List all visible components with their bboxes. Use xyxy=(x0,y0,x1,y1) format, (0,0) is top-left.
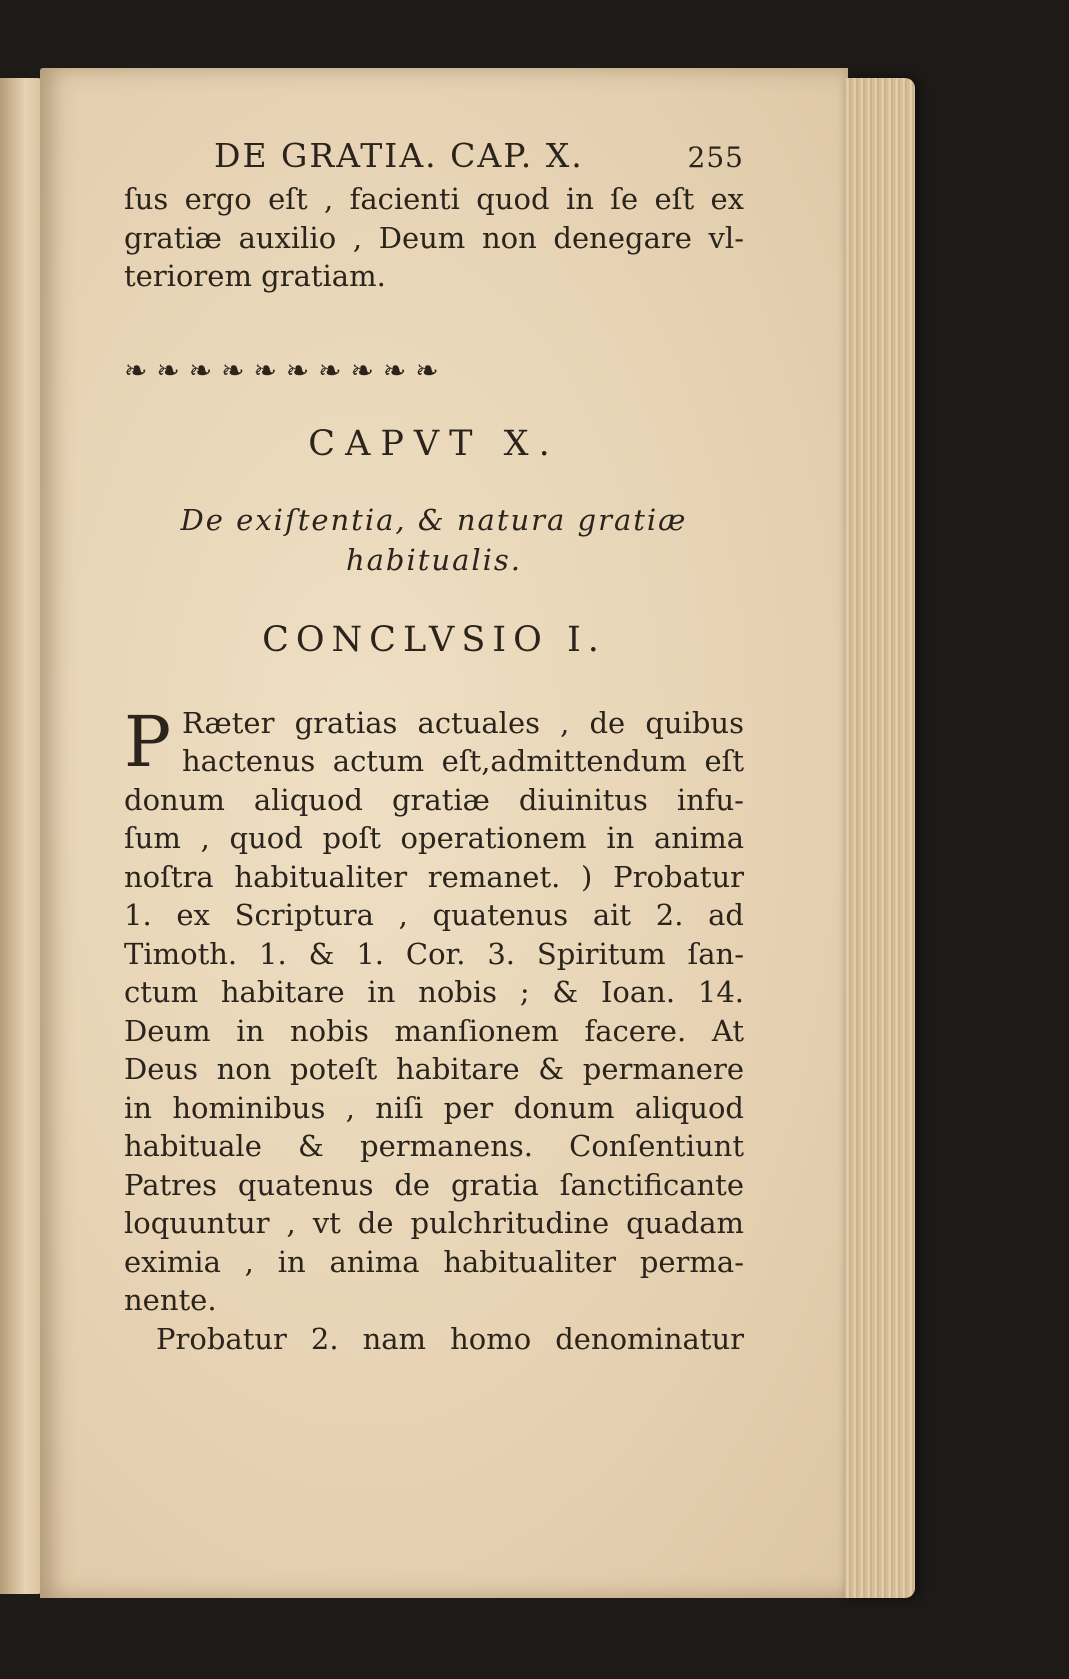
text-line: Probatur 2. nam homo denominatur xyxy=(156,1321,744,1356)
text-line: ſum , quod poſt operationem in anima xyxy=(124,821,744,855)
page-edges xyxy=(845,78,915,1598)
text-line: noſtra habitualiter remanet. ) Probatur xyxy=(124,859,744,894)
text-line: in hominibus , niſi per donum aliquod xyxy=(124,1090,744,1125)
subtitle-line: De exiſtentia, & natura gratiæ xyxy=(180,502,688,537)
ornament-band: ❧ ❧ ❧ ❧ ❧ ❧ ❧ ❧ ❧ ❧ xyxy=(124,353,439,387)
text-line: eximia , in anima habitualiter perma- xyxy=(124,1244,744,1279)
text-line: nente. xyxy=(124,1283,217,1317)
drop-cap: P xyxy=(124,700,172,783)
left-page-edge xyxy=(0,78,42,1594)
continuation-text xyxy=(124,180,744,296)
chapter-subtitle xyxy=(124,500,744,580)
page-number: 255 xyxy=(687,141,744,174)
text-line: Ræter gratias actuales , de quibus xyxy=(182,705,744,740)
text-line: ſus ergo eſt , facienti quod in ſe eſt ex xyxy=(124,182,744,216)
subtitle-line: habitualis. xyxy=(345,542,523,577)
text-line: Deum in nobis manſionem facere. At xyxy=(124,1013,744,1048)
text-line: donum aliquod gratiæ diuinitus infu- xyxy=(124,782,744,817)
text-line: Patres quatenus de gratia ſanctificante xyxy=(124,1167,744,1202)
page-text xyxy=(124,136,744,1358)
text-line: Timoth. 1. & 1. Cor. 3. Spiritum ſan- xyxy=(124,936,744,971)
text-line: teriorem gratiam. xyxy=(124,259,386,293)
text-line: hactenus actum eſt,admittendum eſt xyxy=(182,744,744,778)
text-line: habituale & permanens. Conſentiunt xyxy=(124,1129,744,1163)
running-head-title: DE GRATIA. CAP. X. xyxy=(214,136,584,175)
conclusion-title: CONCLVSIO I. xyxy=(262,619,606,660)
text-line: ctum habitare in nobis ; & Ioan. 14. xyxy=(124,975,744,1009)
text-line: loquuntur , vt de pulchritudine quadam xyxy=(124,1206,744,1240)
chapter-title: CAPVT X. xyxy=(308,423,560,464)
text-line: Deus non poteſt habitare & permanere xyxy=(124,1052,744,1086)
paragraph xyxy=(124,700,744,1359)
text-line: gratiæ auxilio , Deum non denegare vl- xyxy=(124,220,744,255)
running-head xyxy=(214,136,744,180)
text-line: 1. ex Scriptura , quatenus ait 2. ad xyxy=(124,898,744,932)
